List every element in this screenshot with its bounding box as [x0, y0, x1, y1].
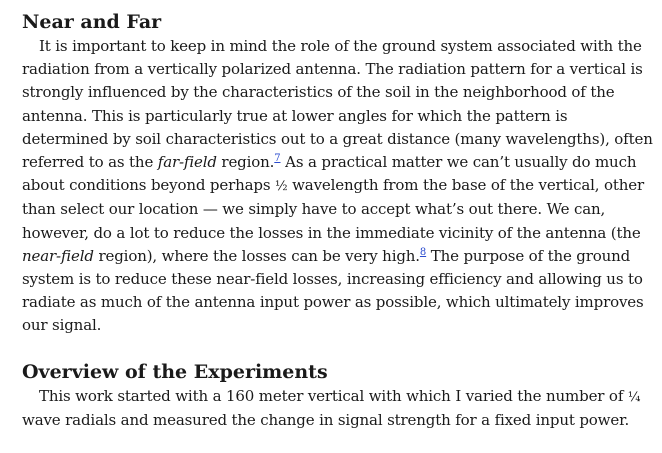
- paragraph-text: The purpose of the ground system is to reduce these near-field losses, increasing efficiency and allowing us to radiate as much of the antenna input power as possible, which ultimately improves our signal.: [22, 246, 644, 335]
- footnote-link-8[interactable]: 8: [419, 246, 427, 258]
- paragraph-text: This work started with a 160 meter vertical with which I varied the number of: [39, 386, 628, 405]
- paragraph-near-and-far: [22, 35, 654, 338]
- paragraph-text: It is important to keep in mind the role of the ground system associated with the radiation from a vertically polarized antenna. The radiation pattern for a vertical is strongly influenced by the characteristics of the soil in the neighborhood of the antenna. This is particularly true at lower angles for which the pattern is determined by soil characteristics out to a great distance (many wavelengths), often referred to as the: [22, 37, 653, 172]
- fraction-half: ½: [275, 179, 288, 195]
- section-heading-near-and-far: Near and Far: [22, 11, 162, 33]
- footnote-link-7[interactable]: 7: [274, 153, 281, 165]
- fraction-quarter: ¼: [627, 389, 641, 405]
- paragraph-text: wavelength from the base of the vertical, other than select our location — we simply have to accept what’s out there. We can, however, do a lot to reduce the losses in the immediate vicinity of the antenna (the: [22, 176, 645, 242]
- paragraph-text: As a practical matter we can’t usually do much about conditions beyond perhaps: [22, 153, 637, 195]
- paragraph-text: region.: [216, 153, 275, 172]
- emphasis-far-field: far-field: [157, 153, 217, 172]
- paragraph-text: region), where the losses can be very high.: [93, 246, 420, 265]
- paragraph-overview: [22, 385, 654, 432]
- emphasis-near-field: near-field: [22, 246, 94, 265]
- section-heading-overview: Overview of the Experiments: [22, 360, 328, 383]
- paragraph-text: wave radials and measured the change in signal strength for a fixed input power.: [22, 410, 630, 429]
